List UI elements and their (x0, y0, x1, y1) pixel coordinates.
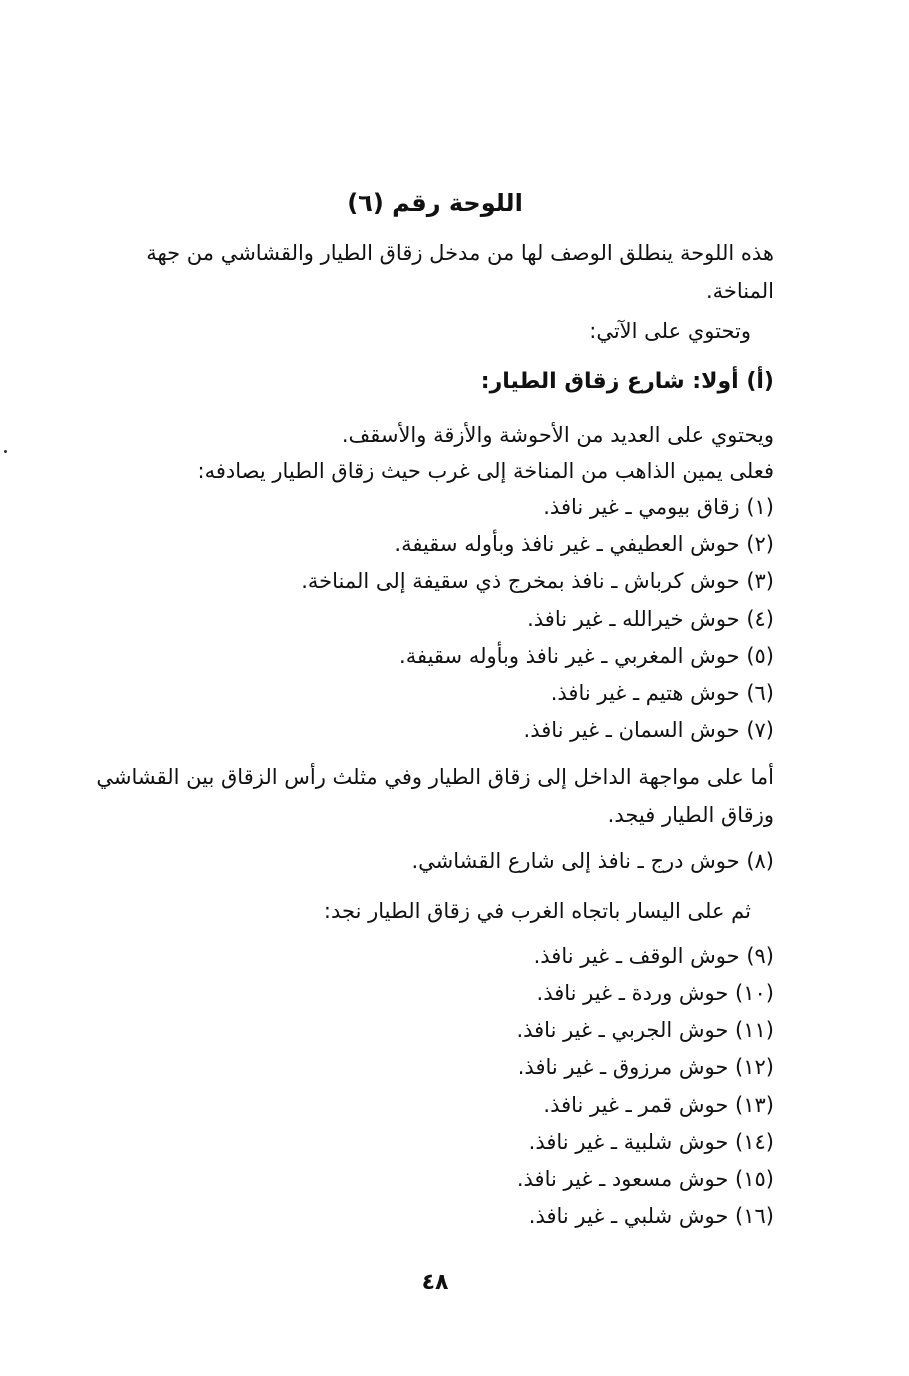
contains-line: وتحتوي على الآتي: (589, 319, 751, 343)
list-item: (٣) حوش كرباش ـ نافذ بمخرج ذي سقيفة إلى المناخة. (301, 569, 774, 593)
right-side-intro: فعلى يمين الذاهب من المناخة إلى غرب حيث زقاق الطيار يصادفه: (197, 459, 774, 483)
section-heading: (أ) أولا: شارع زقاق الطيار: (480, 369, 774, 394)
list-item: (١٢) حوش مرزوق ـ غير نافذ. (517, 1055, 774, 1079)
list-item: (١٤) حوش شلبية ـ غير نافذ. (528, 1130, 774, 1154)
list-item: (١٦) حوش شلبي ـ غير نافذ. (528, 1204, 774, 1228)
list-item: (١) زقاق بيومي ـ غير نافذ. (543, 495, 774, 519)
list-item: (٤) حوش خيرالله ـ غير نافذ. (527, 607, 774, 631)
facing-line-1: أما على مواجهة الداخل إلى زقاق الطيار وفي مثلث رأس الزقاق بين القشاشي (96, 765, 774, 789)
list-item: (٧) حوش السمان ـ غير نافذ. (523, 718, 774, 742)
list-item: (١١) حوش الجربي ـ غير نافذ. (516, 1018, 774, 1042)
page-title: اللوحة رقم (٦) (347, 189, 523, 217)
list-item: (٦) حوش هتيم ـ غير نافذ. (550, 681, 774, 705)
list-item: (٥) حوش المغربي ـ غير نافذ وبأوله سقيفة. (399, 644, 774, 668)
list-item: (٩) حوش الوقف ـ غير نافذ. (533, 944, 774, 968)
section-description: ويحتوي على العديد من الأحوشة والأزقة والأسقف. (341, 423, 774, 447)
left-side-intro: ثم على اليسار باتجاه الغرب في زقاق الطيار نجد: (323, 899, 751, 923)
list-item: (٨) حوش درج ـ نافذ إلى شارع القشاشي. (411, 849, 774, 873)
list-item: (٢) حوش العطيفي ـ غير نافذ وبأوله سقيفة. (394, 532, 774, 556)
intro-line-2: المناخة. (705, 279, 774, 303)
margin-dot (4, 450, 7, 453)
facing-line-2: وزقاق الطيار فيجد. (607, 803, 774, 827)
list-item: (١٥) حوش مسعود ـ غير نافذ. (516, 1167, 774, 1191)
page-number: ٤٨ (421, 1270, 449, 1295)
list-item: (١٠) حوش وردة ـ غير نافذ. (536, 981, 774, 1005)
intro-line-1: هذه اللوحة ينطلق الوصف لها من مدخل زقاق الطيار والقشاشي من جهة (146, 241, 774, 265)
list-item: (١٣) حوش قمر ـ غير نافذ. (543, 1093, 774, 1117)
